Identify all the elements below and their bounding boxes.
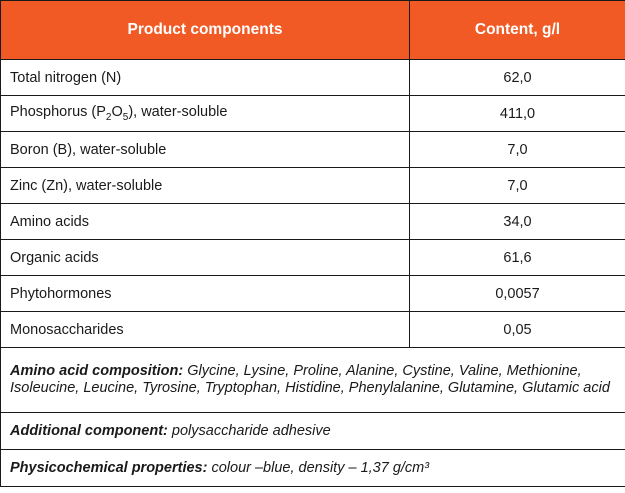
additional-component-text: polysaccharide adhesive <box>167 422 331 439</box>
table-row <box>1 132 625 168</box>
component-value: 7,0 <box>410 132 625 168</box>
component-value: 0,0057 <box>410 276 625 312</box>
component-name: Phosphorus $(P_2O_5)$, water-soluble <box>1 96 410 132</box>
amino-acid-composition-note <box>1 348 625 413</box>
physicochemical-label: Physicochemical properties: <box>10 459 208 476</box>
component-value: 0,05 <box>410 312 625 348</box>
header-product-components: Product components <box>1 1 410 60</box>
component-value: 62,0 <box>410 60 625 96</box>
component-name: Amino acids <box>1 204 410 240</box>
header-content: Content, g/l <box>410 1 625 60</box>
amino-acid-composition-row <box>1 348 625 413</box>
table-row <box>1 204 625 240</box>
table-row <box>1 276 625 312</box>
additional-component-row <box>1 413 625 450</box>
component-value: 411,0 <box>410 96 625 132</box>
component-name: Boron (B), water-soluble <box>1 132 410 168</box>
component-value: 61,6 <box>410 240 625 276</box>
table-row <box>1 96 625 132</box>
component-name: Phytohormones <box>1 276 410 312</box>
table-row <box>1 240 625 276</box>
component-name: Organic acids <box>1 240 410 276</box>
table-header-row <box>1 1 625 60</box>
component-name: Total nitrogen (N) <box>1 60 410 96</box>
table-row <box>1 168 625 204</box>
component-value: 7,0 <box>410 168 625 204</box>
component-value: 34,0 <box>410 204 625 240</box>
physicochemical-text: colour –blue, density – 1,37 g/cm³ <box>207 459 430 476</box>
amino-acid-label: Amino acid composition: <box>10 363 184 379</box>
physicochemical-properties-row <box>1 450 625 487</box>
table-row <box>1 60 625 96</box>
physicochemical-properties-note <box>1 450 625 487</box>
additional-component-label: Additional component: <box>10 422 168 439</box>
additional-component-note <box>1 413 625 450</box>
table-row <box>1 312 625 348</box>
component-name: Zinc (Zn), water-soluble <box>1 168 410 204</box>
amino-acid-text: Glycine, Lysine, Proline, Alanine, Cystine, Valine, Methionine, Isoleucine, Leucine, Tyrosine, Tryptophan, Histidine, Phenylalanine, Glutamine, Glutamic acid <box>10 363 610 396</box>
component-name: Monosaccharides <box>1 312 410 348</box>
